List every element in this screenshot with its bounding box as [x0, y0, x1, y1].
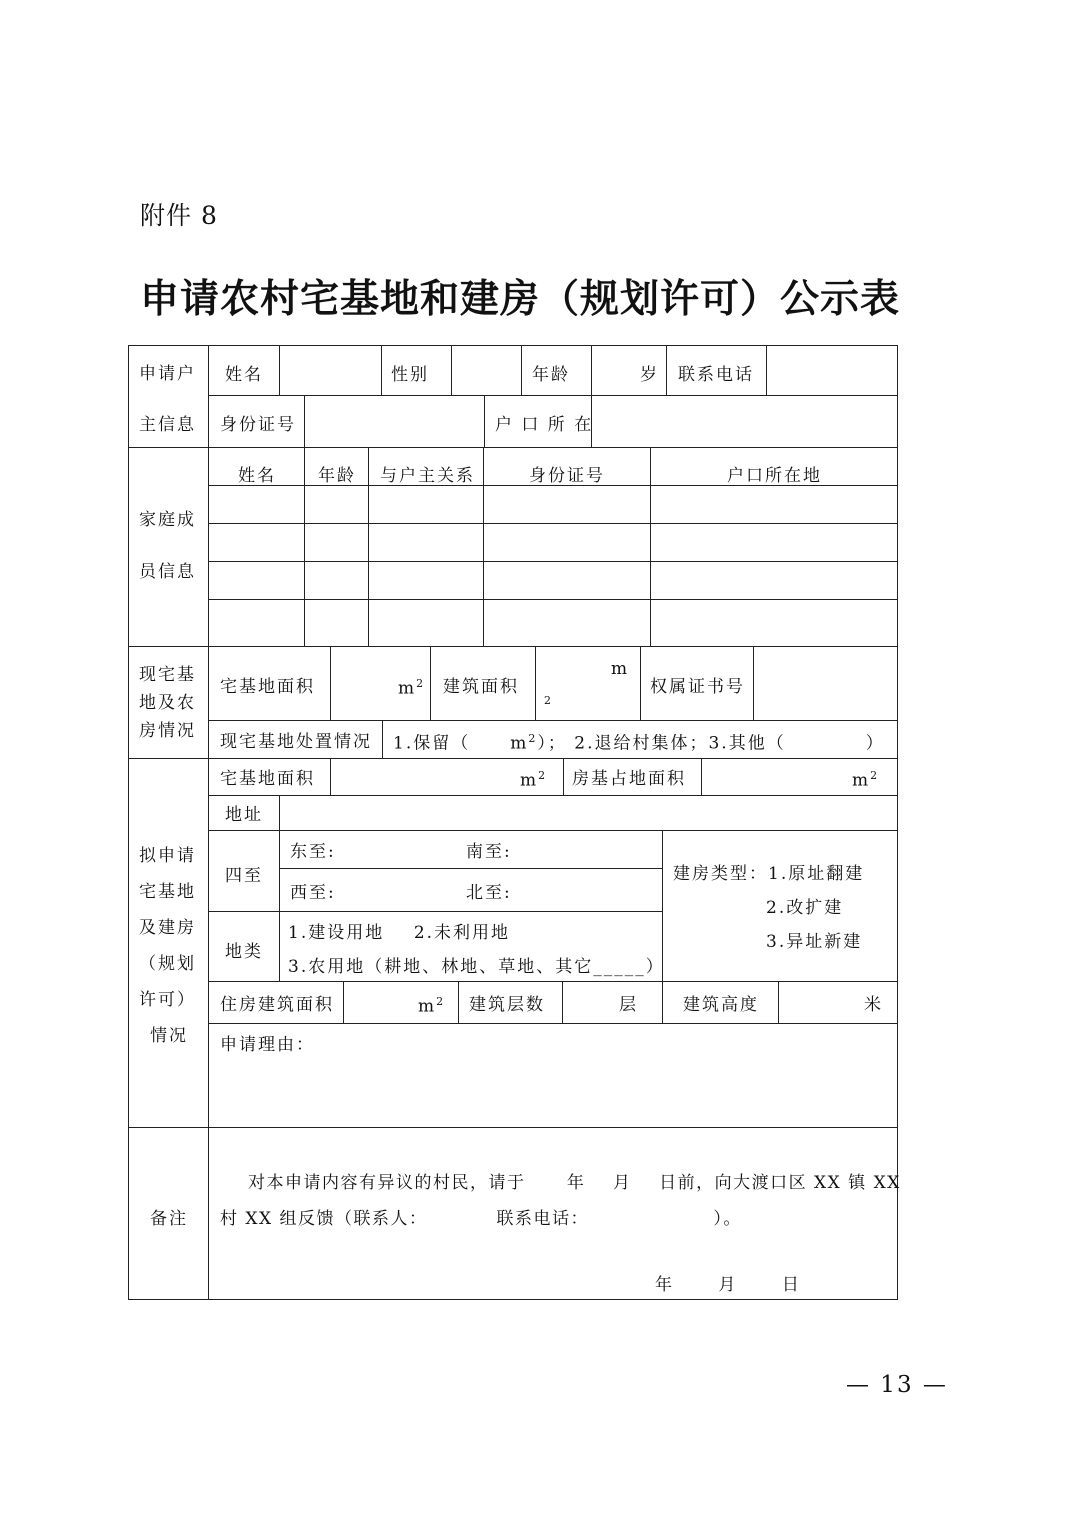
- gender-label: 性别: [391, 365, 429, 385]
- cell-line: [330, 646, 331, 720]
- cell-line: [368, 447, 369, 646]
- cell-line: [330, 758, 331, 795]
- cell-line: [521, 345, 522, 395]
- footprint-label: 房基占地面积: [572, 769, 686, 789]
- reason-label: 申请理由：: [220, 1035, 315, 1055]
- cell-line: [662, 981, 663, 1023]
- house-area-unit: $m^2$: [418, 995, 446, 1017]
- cell-line: [778, 981, 779, 1023]
- border-top: [128, 345, 898, 346]
- border-left: [128, 345, 129, 1300]
- row-divider: [208, 523, 898, 524]
- family-header-name: 姓名: [238, 466, 276, 486]
- phone-label: 联系电话: [678, 365, 754, 385]
- disposal-label: 现宅基地处置情况: [220, 732, 372, 752]
- hukou-label: 户 口 所 在: [495, 415, 594, 435]
- floors-label: 建筑层数: [469, 995, 545, 1015]
- family-section-line2: 员信息: [139, 562, 196, 582]
- current-section-line1: 现宅基: [139, 665, 196, 685]
- row-divider: [208, 981, 898, 982]
- family-header-id: 身份证号: [529, 466, 605, 486]
- current-building-area-label: 建筑面积: [443, 677, 519, 697]
- family-header-relation: 与户主关系: [380, 466, 475, 486]
- land-type-line1: 1.建设用地 2.未利用地: [288, 923, 511, 943]
- section-line: [128, 1127, 898, 1128]
- age-label: 年龄: [532, 365, 570, 385]
- section-line: [128, 447, 898, 448]
- applicant-section-line2: 主信息: [139, 415, 196, 435]
- land-type-line2: 3.农用地（耕地、林地、草地、其它_____）: [288, 957, 665, 977]
- cell-line: [304, 447, 305, 646]
- build-type-label: 建房类型：1.原址翻建: [673, 864, 865, 884]
- cell-line: [458, 981, 459, 1023]
- cell-line: [562, 981, 563, 1023]
- house-area-label: 住房建筑面积: [220, 995, 334, 1015]
- row-divider: [208, 561, 898, 562]
- proposed-section-line4: （规划: [139, 954, 196, 974]
- age-unit: 岁: [640, 365, 659, 385]
- cell-line: [701, 758, 702, 795]
- floors-unit: 层: [619, 995, 638, 1015]
- remarks-line2: 村 XX 组反馈（联系人： 联系电话： ）。: [220, 1209, 742, 1229]
- cell-line: [279, 345, 280, 395]
- height-label: 建筑高度: [683, 995, 759, 1015]
- public-notice-form: [128, 345, 901, 1300]
- cell-line: [535, 646, 536, 720]
- remarks-line1: 对本申请内容有异议的村民，请于 年 月 日前，向大渡口区 XX 镇 XX: [248, 1173, 901, 1193]
- proposed-section-line5: 许可）: [139, 990, 196, 1010]
- cell-line: [430, 646, 431, 720]
- cell-line: [451, 345, 452, 395]
- proposed-section-line1: 拟申请: [139, 846, 196, 866]
- cell-line: [343, 981, 344, 1023]
- page-number: — 13 —: [846, 1372, 948, 1398]
- cell-line: [591, 345, 592, 395]
- row-divider: [208, 795, 898, 796]
- south-boundary: 南至:: [466, 842, 512, 862]
- land-type-label: 地类: [225, 942, 263, 962]
- west-boundary: 西至:: [290, 883, 336, 903]
- row-divider: [208, 720, 898, 721]
- name-label: 姓名: [225, 365, 263, 385]
- cell-line: [304, 395, 305, 447]
- cell-line: [279, 795, 280, 981]
- page-title: 申请农村宅基地和建房（规划许可）公示表: [140, 277, 901, 322]
- remarks-date: 年 月 日: [655, 1275, 801, 1295]
- section-divider: [208, 345, 209, 1300]
- current-section-line3: 房情况: [139, 721, 196, 741]
- family-section-line1: 家庭成: [139, 510, 196, 530]
- cell-line: [766, 345, 767, 395]
- row-divider: [208, 911, 662, 912]
- current-land-area-label: 宅基地面积: [220, 677, 315, 697]
- build-type-option3: 3.异址新建: [766, 932, 863, 952]
- cell-line: [484, 395, 485, 447]
- cell-line: [650, 447, 651, 646]
- id-number-label: 身份证号: [220, 415, 296, 435]
- boundaries-label: 四至: [225, 866, 263, 886]
- proposed-land-area-unit: $m^2$: [520, 769, 548, 791]
- build-type-option2: 2.改扩建: [766, 898, 844, 918]
- row-divider: [208, 830, 898, 831]
- proposed-land-area-label: 宅基地面积: [220, 769, 315, 789]
- cell-line: [640, 646, 641, 720]
- north-boundary: 北至:: [466, 883, 512, 903]
- cell-line: [563, 758, 564, 795]
- proposed-section-line2: 宅基地: [139, 882, 196, 902]
- family-header-hukou: 户口所在地: [727, 466, 822, 486]
- attachment-label: 附件 8: [140, 201, 218, 230]
- section-line: [128, 758, 898, 759]
- footprint-unit: $m^2$: [852, 769, 880, 791]
- proposed-section-line3: 及建房: [139, 918, 196, 938]
- section-line: [128, 646, 898, 647]
- row-divider: [208, 395, 898, 396]
- row-divider: [208, 1023, 898, 1024]
- disposal-options: 1.保留（ $m^2$）； 2.退给村集体；3.其他（ ）: [393, 732, 885, 754]
- cert-number-label: 权属证书号: [650, 677, 745, 697]
- applicant-section-line1: 申请户: [139, 364, 196, 384]
- east-boundary: 东至:: [290, 842, 336, 862]
- row-divider: [279, 868, 662, 869]
- current-building-area-unit: m: [611, 659, 630, 679]
- remarks-label: 备注: [150, 1209, 188, 1229]
- cell-line: [483, 447, 484, 646]
- family-header-age: 年龄: [318, 466, 356, 486]
- cell-line: [753, 646, 754, 720]
- border-right: [897, 345, 898, 1300]
- height-unit: 米: [864, 995, 883, 1015]
- current-land-area-unit: $m^2$: [398, 677, 426, 699]
- border-bottom: [128, 1299, 898, 1300]
- cell-line: [382, 720, 383, 758]
- address-label: 地址: [225, 805, 263, 825]
- row-divider: [208, 599, 898, 600]
- current-building-area-sup: 2: [544, 694, 553, 707]
- cell-line: [381, 345, 382, 395]
- cell-line: [666, 345, 667, 395]
- proposed-section-line6: 情况: [150, 1026, 188, 1046]
- current-section-line2: 地及农: [139, 693, 196, 713]
